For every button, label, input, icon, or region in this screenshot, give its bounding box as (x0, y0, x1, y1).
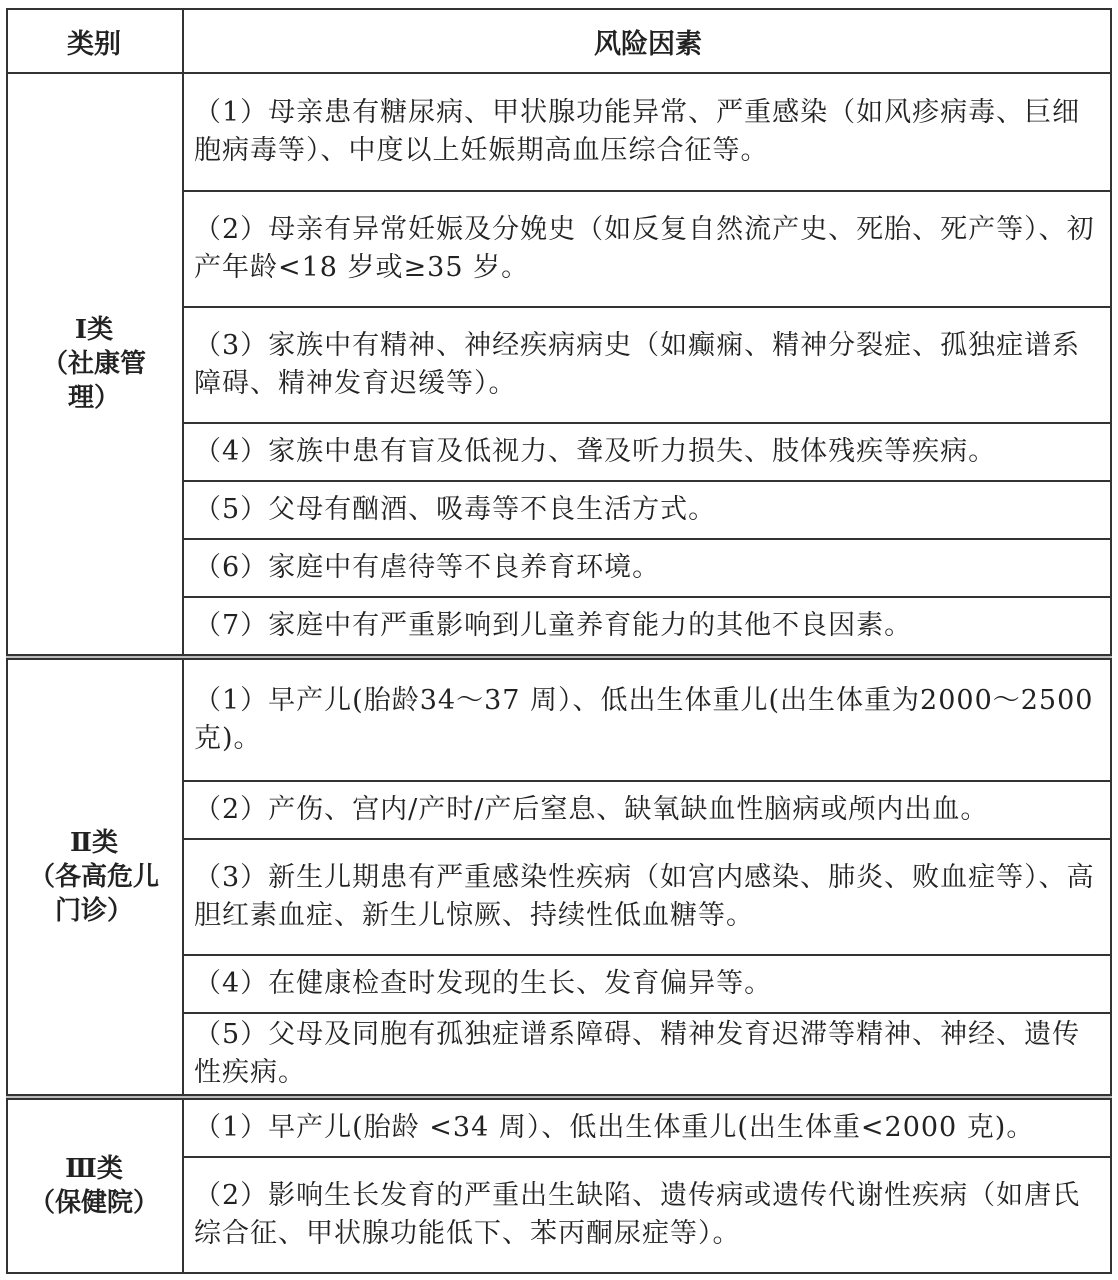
risk-item: （1）早产儿(胎龄34～37 周）、低出生体重儿(出生体重为2000～2500克)。 (194, 685, 1094, 754)
category-label-line: 门诊） (54, 896, 133, 926)
category-label-line: （社康管 (41, 349, 146, 379)
risk-item: （1）母亲患有糖尿病、甲状腺功能异常、严重感染（如风疹病毒、巨细胞病毒等）、中度以上妊娠期高血压综合征等。 (194, 97, 1081, 166)
risk-factor-table (6, 8, 1112, 1274)
risk-item: （3）家族中有精神、神经疾病病史（如癫痫、精神分裂症、孤独症谱系障碍、精神发育迟缓等）。 (194, 330, 1081, 399)
category-label-line: （保健院） (28, 1188, 159, 1218)
risk-item: （6）家庭中有虐待等不良养育环境。 (194, 552, 661, 583)
risk-item: （2）产伤、宫内/产时/产后窒息、缺氧缺血性脑病或颅内出血。 (194, 794, 989, 825)
risk-item: （2）影响生长发育的严重出生缺陷、遗传病或遗传代谢性疾病（如唐氏综合征、甲状腺功能低下、苯丙酮尿症等）。 (194, 1180, 1081, 1249)
risk-item: （3）新生儿期患有严重感染性疾病（如宫内感染、肺炎、败血症等）、高胆红素血症、新生儿惊厥、持续性低血糖等。 (194, 862, 1095, 931)
risk-item: （4）家族中患有盲及低视力、聋及听力损失、肢体残疾等疾病。 (194, 436, 997, 467)
category-group-3 (6, 1100, 182, 1272)
risk-item: （7）家庭中有严重影响到儿童养育能力的其他不良因素。 (194, 610, 913, 641)
category-label-line: 理） (67, 383, 120, 413)
header-risk-factors: 风险因素 (594, 28, 702, 60)
risk-item: （5）父母及同胞有孤独症谱系障碍、精神发育迟滞等精神、神经、遗传性疾病。 (194, 1019, 1081, 1088)
category-group-1 (6, 74, 182, 654)
category-label-line: Ⅰ类 (74, 315, 114, 345)
risk-item: （4）在健康检查时发现的生长、发育偏异等。 (194, 968, 773, 999)
category-label-line: Ⅲ类 (65, 1154, 123, 1184)
category-label-line: Ⅱ类 (70, 828, 118, 858)
header-category: 类别 (67, 28, 121, 60)
category-label-line: （各高危儿 (28, 862, 159, 892)
category-group-2 (6, 660, 182, 1094)
risk-item: （2）母亲有异常妊娠及分娩史（如反复自然流产史、死胎、死产等）、初产年龄<18 岁或≥35 岁。 (194, 214, 1095, 283)
risk-item: （5）父母有酗酒、吸毒等不良生活方式。 (194, 494, 717, 525)
column-divider (182, 8, 184, 1274)
risk-item: （1）早产儿(胎龄 <34 周）、低出生体重儿(出生体重<2000 克)。 (194, 1112, 1035, 1143)
